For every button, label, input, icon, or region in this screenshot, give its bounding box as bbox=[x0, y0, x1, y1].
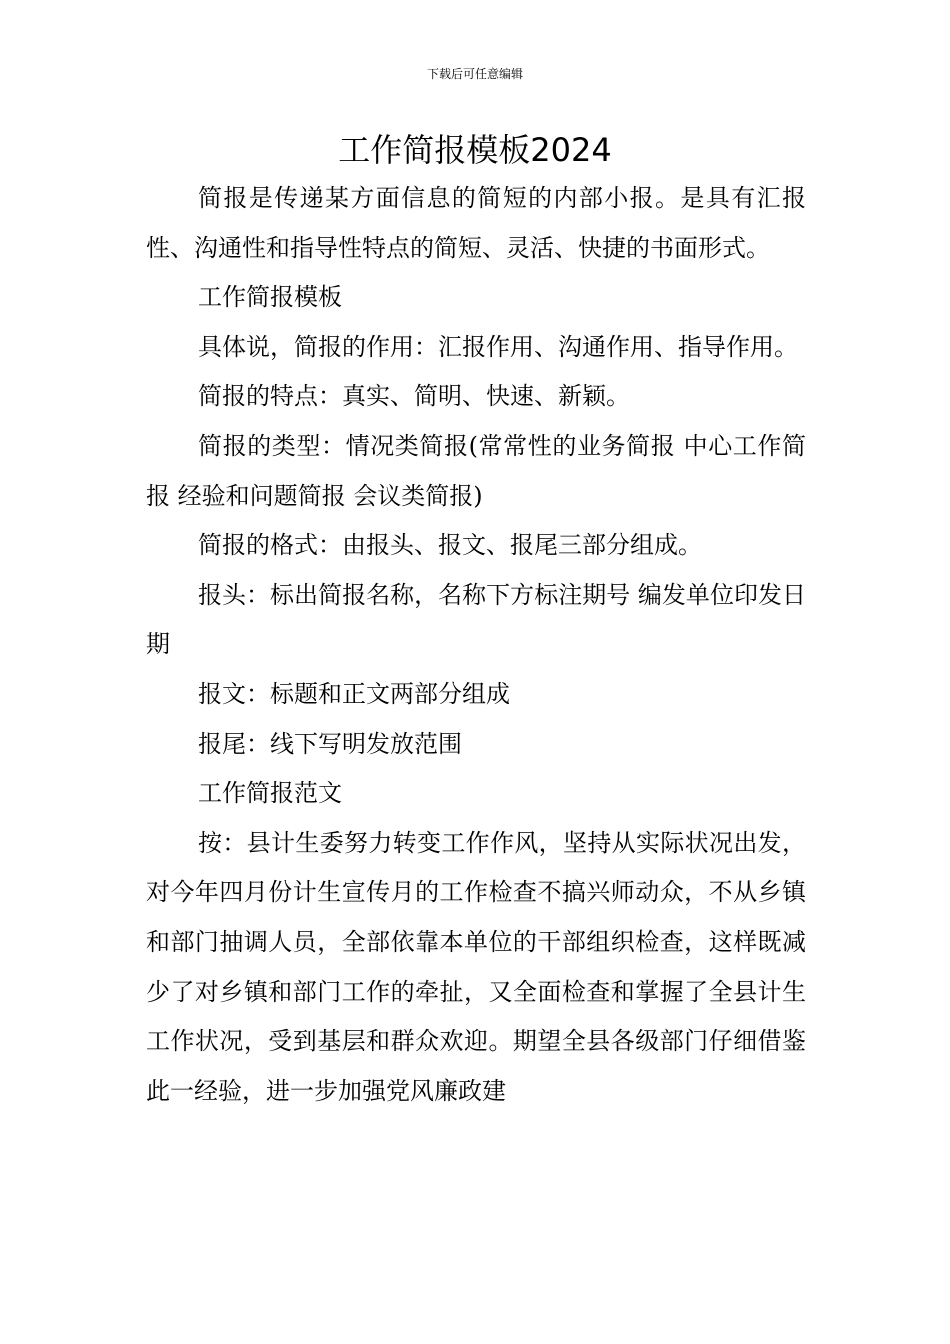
paragraph-sample-heading: 工作简报范文 bbox=[198, 779, 342, 808]
paragraph-text: 报文：标题和正文两部分组成 bbox=[198, 679, 510, 708]
paragraph-intro: 简报是传递某方面信息的简短的内部小报。是具有汇报性、沟通性和指导性特点的简短、灵活、快捷的书面形式。 bbox=[146, 184, 806, 262]
paragraph-function: 具体说，简报的作用：汇报作用、沟通作用、指导作用。 bbox=[198, 332, 798, 361]
paragraph-template-heading: 工作简报模板 bbox=[198, 283, 342, 312]
document-title: 工作简报模板2024 bbox=[338, 131, 612, 169]
paragraph-sample-body: 按：县计生委努力转变工作作风，坚持从实际状况出发，对今年四月份计生宣传月的工作检查不搞兴师动众，不从乡镇和部门抽调人员，全部依靠本单位的干部组织检查，这样既减少了对乡镇和部门工作的牵扯，又全面检查和掌握了全县计生工作状况，受到基层和群众欢迎。期望全县各级部门仔细借鉴此一经验，进一步加强党风廉政建 bbox=[146, 828, 806, 1105]
header-note: 下载后可任意编辑 bbox=[426, 67, 523, 81]
document-body bbox=[146, 174, 806, 1116]
paragraph-header: 报头：标出简报名称，名称下方标注期号 编发单位印发日期 bbox=[146, 580, 806, 659]
paragraph-format: 简报的格式：由报头、报文、报尾三部分组成。 bbox=[198, 531, 702, 560]
paragraph-footer: 报尾：线下写明发放范围 bbox=[198, 729, 462, 758]
paragraph-features: 简报的特点：真实、简明、快速、新颖。 bbox=[198, 382, 630, 411]
paragraph-types: 简报的类型：情况类简报(常常性的业务简报 中心工作简报 经验和问题简报 会议类简报) bbox=[146, 431, 806, 510]
